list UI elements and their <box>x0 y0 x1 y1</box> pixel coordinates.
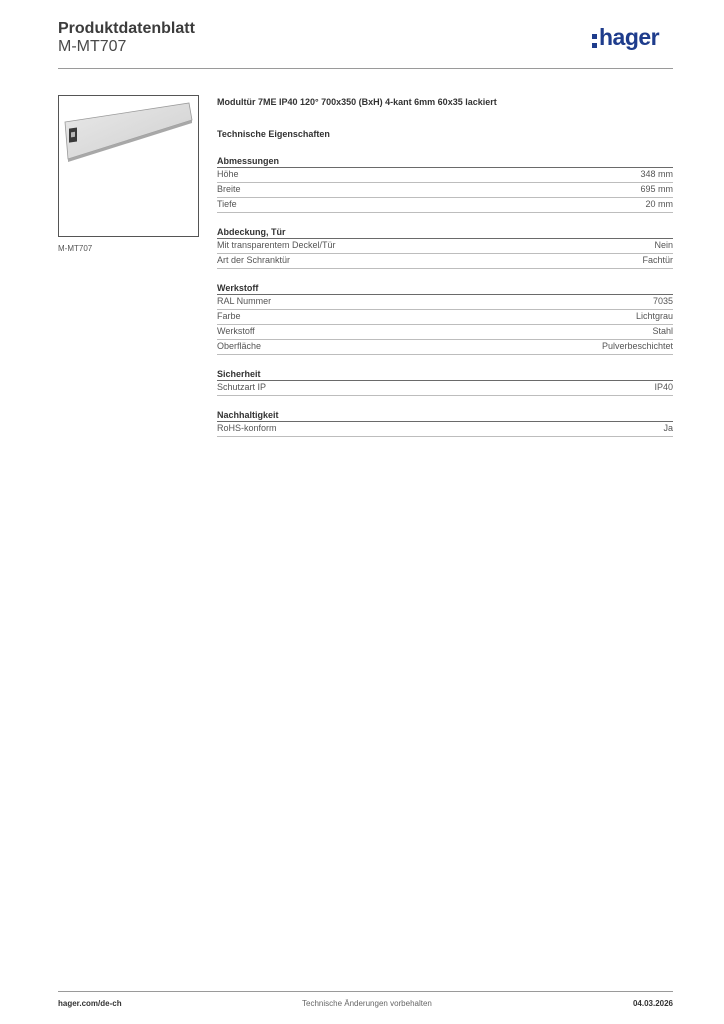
spec-row <box>217 183 673 198</box>
spec-label: Werkstoff <box>217 326 255 336</box>
spec-row <box>217 168 673 183</box>
spec-label: Höhe <box>217 169 239 179</box>
spec-value: Ja <box>663 423 673 433</box>
spec-value: Lichtgrau <box>635 311 673 321</box>
spec-group-title: Werkstoff <box>217 282 673 295</box>
spec-row <box>217 310 673 325</box>
spec-group-werkstoff <box>217 282 673 355</box>
product-code-title: M-MT707 <box>58 38 127 55</box>
spec-group-title: Nachhaltigkeit <box>217 409 673 422</box>
footer-date: 04.03.2026 <box>632 999 673 1008</box>
spec-group-title: Abdeckung, Tür <box>217 226 673 239</box>
spec-value: 348 mm <box>640 169 673 179</box>
spec-row <box>217 295 673 310</box>
spec-group-nachhaltigkeit <box>217 409 673 437</box>
spec-value: 695 mm <box>640 184 673 194</box>
footer-notice: Technische Änderungen vorbehalten <box>302 999 432 1008</box>
spec-label: Schutzart IP <box>217 382 267 392</box>
spec-value: 7035 <box>652 296 673 306</box>
spec-label: Farbe <box>217 311 241 321</box>
spec-label: Mit transparentem Deckel/Tür <box>217 240 336 250</box>
spec-group-title: Sicherheit <box>217 368 673 381</box>
product-panel-illustration <box>59 96 198 236</box>
spec-label: Oberfläche <box>217 341 262 351</box>
hager-logo <box>592 24 674 56</box>
spec-row <box>217 340 673 355</box>
spec-label: RAL Nummer <box>217 296 272 306</box>
image-caption: M-MT707 <box>58 244 93 253</box>
spec-value: Stahl <box>652 326 673 336</box>
spec-group-sicherheit <box>217 368 673 396</box>
footer-divider <box>58 991 673 992</box>
spec-row <box>217 198 673 213</box>
spec-label: Breite <box>217 184 241 194</box>
spec-row <box>217 422 673 437</box>
spec-row <box>217 254 673 269</box>
spec-value: IP40 <box>654 382 673 392</box>
spec-label: Tiefe <box>217 199 237 209</box>
spec-label: Art der Schranktür <box>217 255 291 265</box>
spec-group-title: Abmessungen <box>217 155 673 168</box>
logo-wordmark: hager <box>599 24 660 50</box>
product-description: Modultür 7ME IP40 120° 700x350 (BxH) 4-kant 6mm 60x35 lackiert <box>217 97 497 107</box>
spec-group-abmessungen <box>217 155 673 213</box>
spec-row <box>217 239 673 254</box>
page-title: Produktdatenblatt <box>58 20 195 37</box>
logo-dots-icon <box>592 34 598 52</box>
spec-row <box>217 381 673 396</box>
spec-content <box>217 96 673 437</box>
footer-website: hager.com/de-ch <box>58 999 122 1008</box>
spec-value: Pulverbeschichtet <box>601 341 673 351</box>
product-image <box>58 95 199 237</box>
spec-row <box>217 325 673 340</box>
header-divider <box>58 68 673 69</box>
spec-group-abdeckung <box>217 226 673 269</box>
spec-value: 20 mm <box>645 199 673 209</box>
spec-value: Nein <box>654 240 673 250</box>
section-title: Technische Eigenschaften <box>217 129 330 139</box>
spec-label: RoHS-konform <box>217 423 277 433</box>
spec-value: Fachtür <box>642 255 673 265</box>
